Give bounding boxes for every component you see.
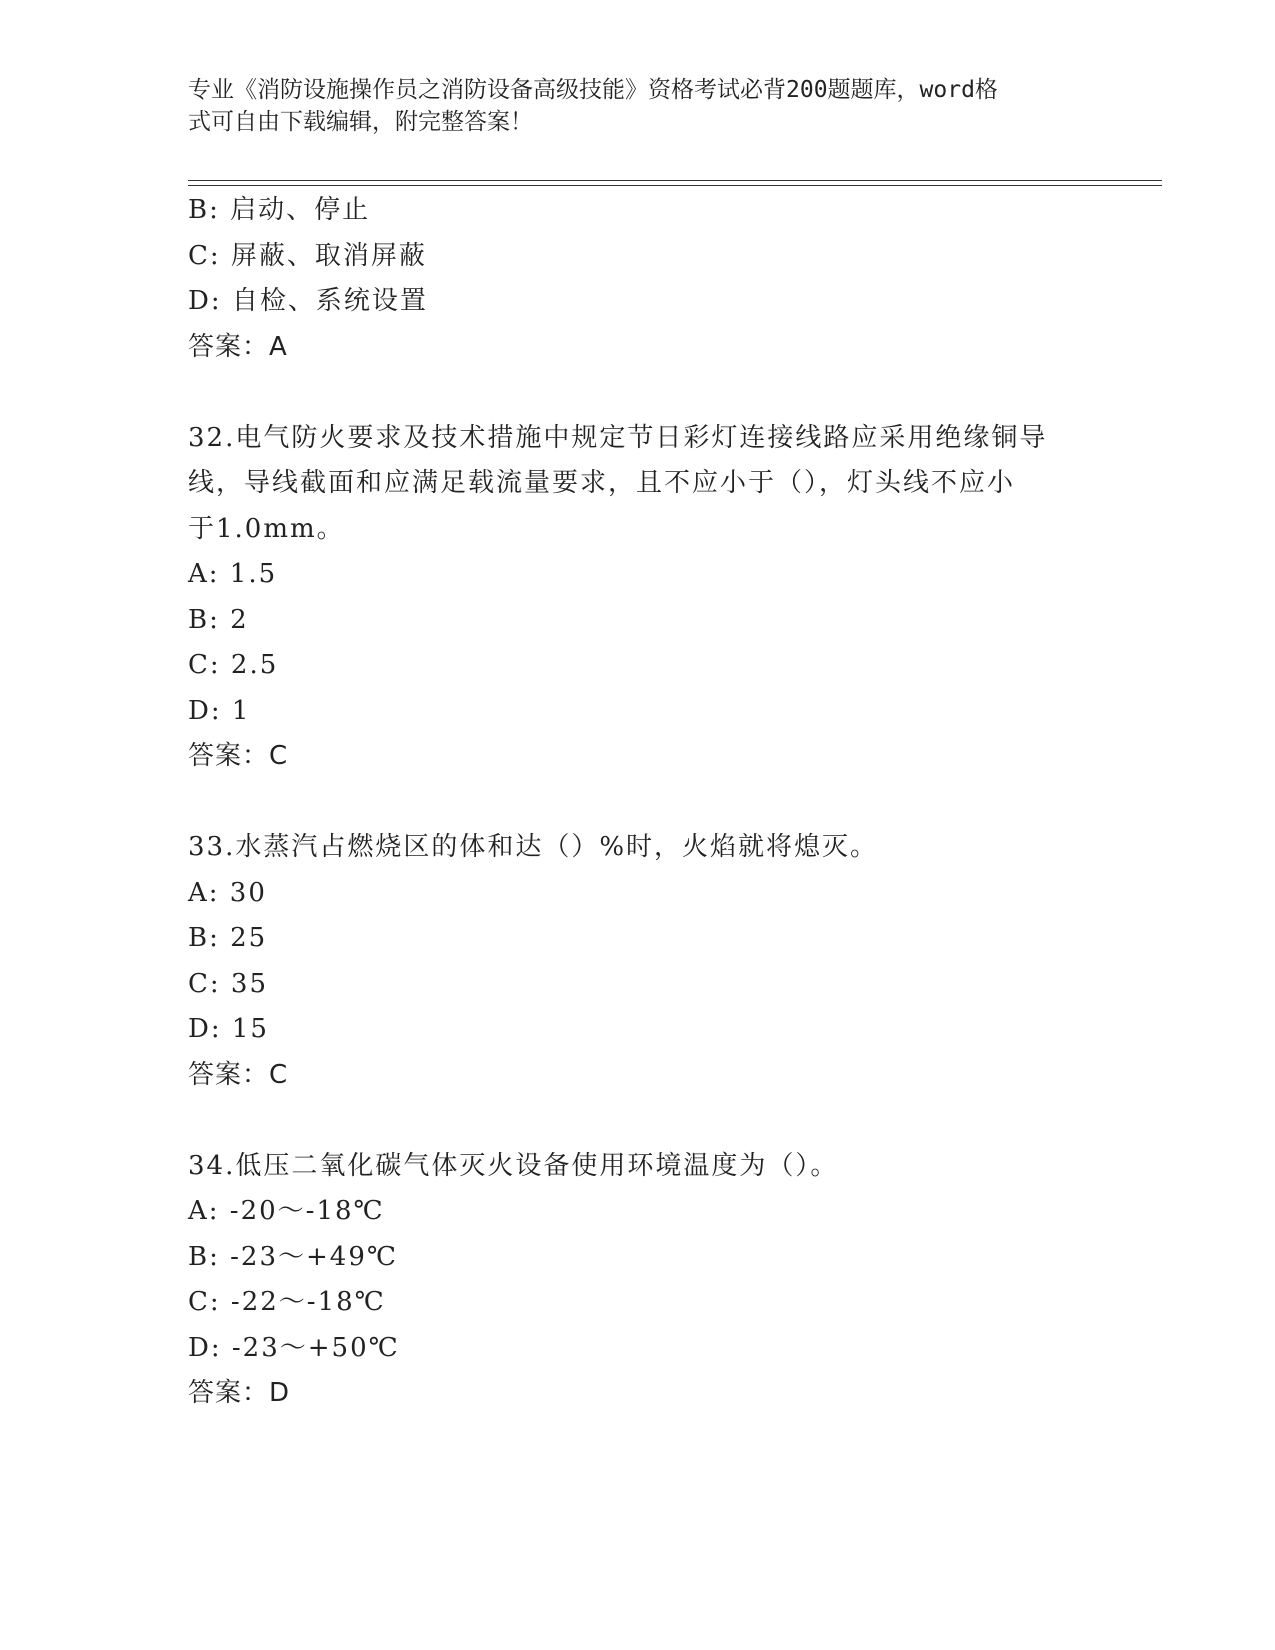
answer-line: 答案：C — [188, 741, 289, 771]
option-a: A: 30 — [188, 877, 267, 908]
option-b: B: 启动、停止 — [188, 195, 371, 225]
option-c: C: 2.5 — [188, 650, 279, 680]
question-33 — [188, 825, 1088, 1098]
spacer — [188, 780, 1088, 826]
document-header — [188, 74, 1068, 138]
option-a: A: 1.5 — [188, 559, 278, 589]
question-text-line: 33.水蒸汽占燃烧区的体和达（）%时，火焰就将熄灭。 — [188, 832, 879, 862]
option-c: C: -22～-18℃ — [188, 1287, 386, 1317]
option-d: D: 15 — [188, 1014, 269, 1044]
question-text-line: 34.低压二氧化碳气体灭火设备使用环境温度为（）。 — [188, 1150, 839, 1181]
answer-line: 答案：A — [188, 331, 288, 362]
spacer — [188, 1098, 1088, 1144]
option-b: B: 2 — [188, 604, 249, 635]
header-line-1: 专业《消防设施操作员之消防设备高级技能》资格考试必背200题题库，word格 — [188, 77, 998, 103]
question-34 — [188, 1144, 1088, 1417]
question-text-line: 线，导线截面和应满足载流量要求，且不应小于（），灯头线不应小 — [188, 468, 1016, 498]
question-32 — [188, 416, 1088, 780]
answer-line: 答案：C — [188, 1059, 289, 1090]
header-divider-top — [188, 180, 1162, 181]
option-d: D: 1 — [188, 695, 251, 726]
spacer — [188, 370, 1088, 416]
answer-line: 答案：D — [188, 1378, 291, 1408]
option-c: C: 35 — [188, 968, 269, 999]
option-d: D: -23～+50℃ — [188, 1332, 400, 1363]
header-line-2: 式可自由下载编辑，附完整答案！ — [188, 109, 533, 135]
question-list — [188, 188, 1088, 1417]
option-b: B: 25 — [188, 923, 268, 953]
question-text-line: 于1.0mm。 — [188, 513, 345, 544]
option-b: B: -23～+49℃ — [188, 1241, 398, 1272]
option-c: C: 屏蔽、取消屏蔽 — [188, 240, 427, 271]
question-31-tail — [188, 188, 1088, 370]
option-d: D: 自检、系统设置 — [188, 286, 428, 316]
header-divider-bottom — [188, 185, 1162, 186]
option-a: A: -20～-18℃ — [188, 1196, 385, 1226]
question-text-line: 32.电气防火要求及技术措施中规定节日彩灯连接线路应采用绝缘铜导 — [188, 422, 1048, 453]
